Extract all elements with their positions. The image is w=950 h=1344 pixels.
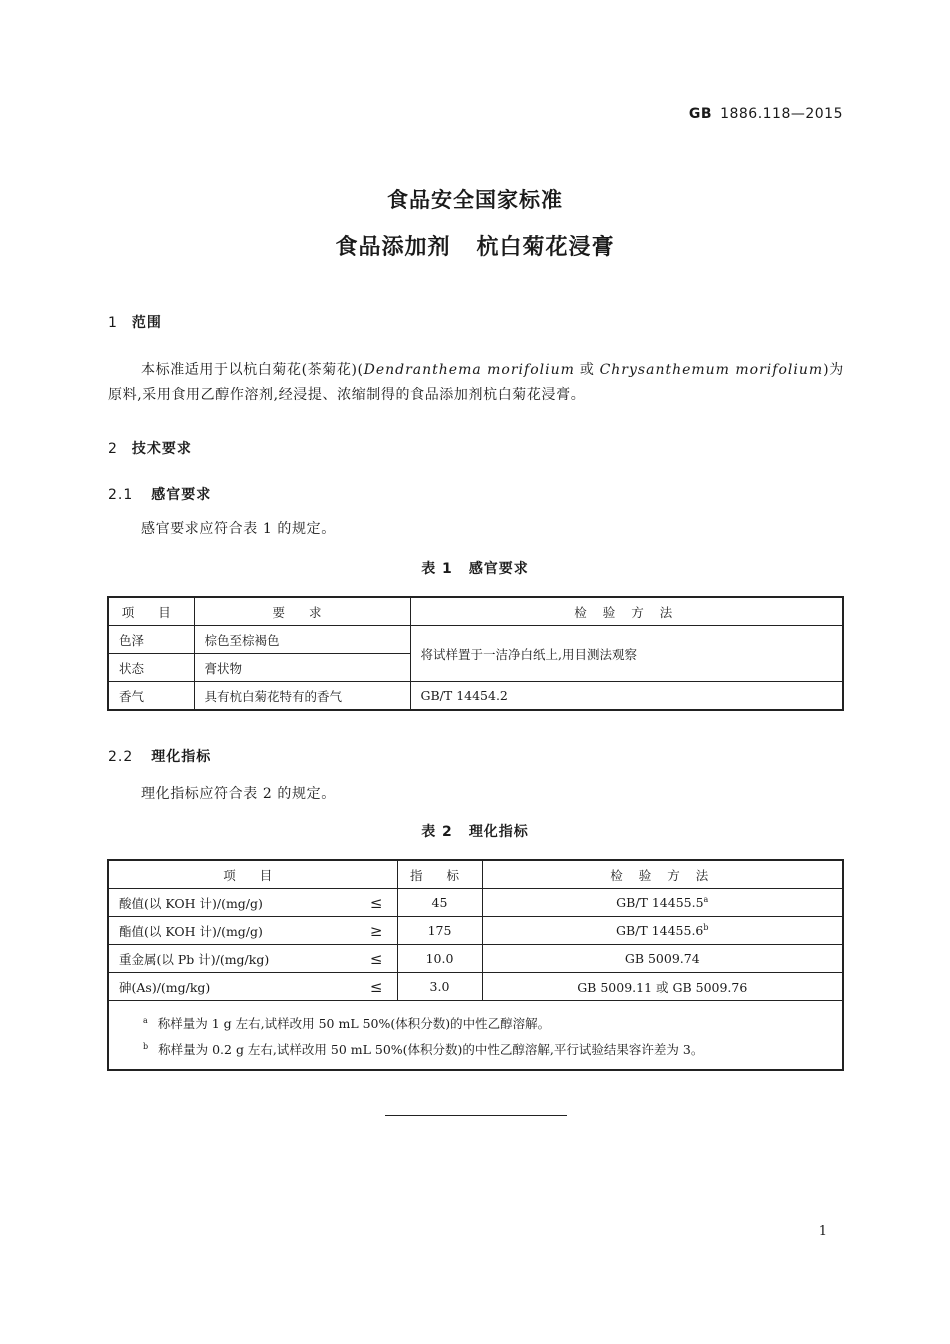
- section-title: 技术要求: [131, 441, 192, 457]
- cell-item: [108, 945, 397, 973]
- table2-physicochemical: [107, 859, 844, 1071]
- section-2-heading: [108, 438, 192, 458]
- section-title: 范围: [131, 315, 162, 331]
- header-method: 检 验 方 法: [410, 597, 843, 626]
- table-row: [108, 682, 843, 711]
- footnote-a: [143, 1009, 832, 1035]
- latin-name-2: Chrysanthemum morifolium: [599, 362, 824, 378]
- footnote-b: [143, 1035, 832, 1061]
- footnote-text: 称样量为 0.2 g 左右,试样改用 50 mL 50%(体积分数)的中性乙醇溶解,平行试验结果容许差为 3。: [158, 1042, 704, 1058]
- footnote-mark: a: [703, 894, 709, 904]
- cell-value: 175: [397, 917, 482, 945]
- table-notes-row: [108, 1001, 843, 1071]
- cell-method-merged: 将试样置于一洁净白纸上,用目测法观察: [410, 626, 843, 682]
- operator-symbol: ≤: [369, 893, 383, 912]
- section-number: 2: [108, 441, 118, 457]
- section-2-2-paragraph: [108, 782, 846, 807]
- cell-method: [482, 973, 843, 1001]
- latin-name-1: Dendranthema morifolium: [363, 362, 575, 378]
- table-row: [108, 973, 843, 1001]
- section-title: 理化指标: [151, 749, 212, 765]
- item-label: 砷(As)/(mg/kg): [119, 979, 211, 995]
- table-header-row: [108, 860, 843, 889]
- table1-caption-title: 感官要求: [468, 561, 529, 577]
- table2-caption-number: 表 2: [421, 824, 453, 840]
- table-row: [108, 889, 843, 917]
- cell-requirement: 膏状物: [194, 654, 410, 682]
- section-2-2-text: 理化指标应符合表 2 的规定。: [141, 786, 336, 802]
- scope-text-1: 本标准适用于以杭白菊花(茶菊花)(: [141, 362, 364, 378]
- table2-caption-title: 理化指标: [468, 824, 529, 840]
- header-method: 检 验 方 法: [482, 860, 843, 889]
- standard-number: 1886.118—2015: [720, 106, 843, 122]
- operator-symbol: ≤: [369, 949, 383, 968]
- scope-text-3: )为原料,采用食用乙醇作溶剂,经浸提、浓缩制得的食品添加剂杭白菊花浸膏。: [108, 362, 844, 403]
- method-text: GB 5009.11 或 GB 5009.76: [577, 979, 748, 995]
- method-text: GB/T 14455.5: [616, 895, 704, 911]
- method-text: GB 5009.74: [624, 951, 700, 966]
- scope-paragraph: [108, 358, 846, 408]
- standard-code: [689, 106, 843, 122]
- cell-method: [482, 889, 843, 917]
- standard-prefix: GB: [688, 106, 713, 122]
- item-label: 酯值(以 KOH 计)/(mg/g): [119, 923, 263, 939]
- cell-value: 45: [397, 889, 482, 917]
- end-rule-divider: [385, 1115, 567, 1116]
- cell-item: [108, 889, 397, 917]
- header-index: 指 标: [397, 860, 482, 889]
- scope-text-2: 或: [574, 362, 600, 378]
- page-number: 1: [818, 1224, 827, 1239]
- section-2-1-text: 感官要求应符合表 1 的规定。: [141, 521, 336, 537]
- doc-title-product: 杭白菊花浸膏: [476, 235, 615, 260]
- cell-method: GB/T 14454.2: [410, 682, 843, 711]
- section-number: 2.2: [108, 749, 134, 765]
- table-header-row: [108, 597, 843, 626]
- table-notes: [108, 1001, 843, 1071]
- item-label: 酸值(以 KOH 计)/(mg/g): [119, 895, 263, 911]
- section-2-1-heading: [108, 484, 211, 504]
- header-item: 项 目: [108, 860, 397, 889]
- table-row: [108, 626, 843, 654]
- header-item: 项 目: [108, 597, 194, 626]
- cell-item: [108, 973, 397, 1001]
- footnote-mark: b: [143, 1042, 149, 1052]
- table1-caption: [0, 558, 950, 578]
- doc-title-category: 食品添加剂: [335, 235, 451, 260]
- section-1-heading: [108, 312, 162, 332]
- doc-title-line2: [0, 230, 950, 261]
- table2-caption: [0, 821, 950, 841]
- cell-method: [482, 917, 843, 945]
- footnote-mark: a: [143, 1016, 148, 1025]
- doc-title-line1: 食品安全国家标准: [387, 188, 563, 212]
- cell-item: [108, 917, 397, 945]
- section-number: 1: [108, 315, 118, 331]
- operator-symbol: ≥: [369, 921, 383, 940]
- cell-value: 10.0: [397, 945, 482, 973]
- cell-item: 香气: [108, 682, 194, 711]
- section-number: 2.1: [108, 487, 134, 503]
- table-row: [108, 917, 843, 945]
- table1-caption-number: 表 1: [421, 561, 453, 577]
- cell-value: 3.0: [397, 973, 482, 1001]
- table1-sensory: [107, 596, 844, 711]
- header-requirement: 要 求: [194, 597, 410, 626]
- item-label: 重金属(以 Pb 计)/(mg/kg): [119, 951, 270, 967]
- cell-requirement: 具有杭白菊花特有的香气: [194, 682, 410, 711]
- footnote-text: 称样量为 1 g 左右,试样改用 50 mL 50%(体积分数)的中性乙醇溶解。: [157, 1016, 551, 1032]
- section-title: 感官要求: [151, 487, 212, 503]
- table-row: [108, 945, 843, 973]
- cell-item: 状态: [108, 654, 194, 682]
- footnote-mark: b: [703, 922, 709, 932]
- cell-method: [482, 945, 843, 973]
- cell-item: 色泽: [108, 626, 194, 654]
- operator-symbol: ≤: [369, 977, 383, 996]
- cell-requirement: 棕色至棕褐色: [194, 626, 410, 654]
- method-text: GB/T 14455.6: [615, 923, 704, 939]
- section-2-1-paragraph: [108, 517, 846, 542]
- section-2-2-heading: [108, 746, 211, 766]
